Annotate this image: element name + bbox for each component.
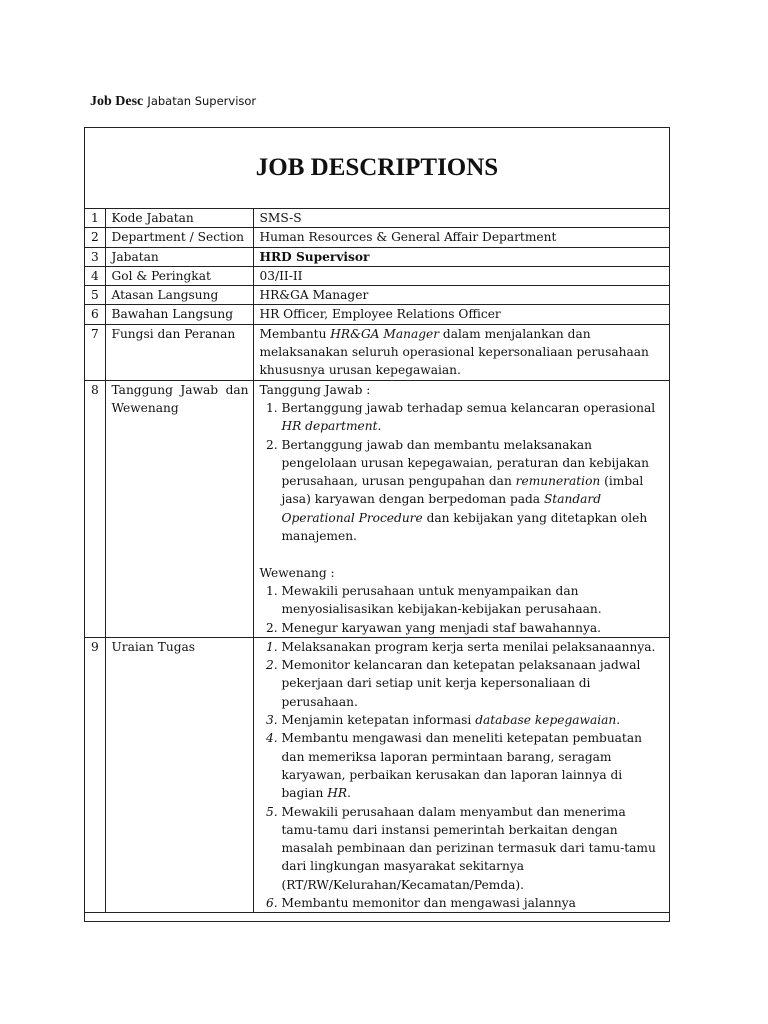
table-row — [85, 247, 669, 266]
table-row — [85, 266, 669, 285]
row-value — [253, 324, 669, 380]
list-item — [282, 638, 666, 656]
row-value: SMS-S — [253, 209, 669, 228]
document-header — [90, 94, 256, 110]
row-label: Gol & Peringkat — [105, 266, 253, 285]
row-value — [253, 380, 669, 637]
text-segment: Melaksanakan program kerja serta menilai pelaksanaannya. — [281, 639, 656, 654]
text-segment: (imbal jasa) karyawan dengan berpedoman pada — [281, 474, 644, 507]
list-item — [282, 711, 666, 729]
responsibility-heading: Tanggung Jawab : — [259, 382, 371, 397]
task-list — [260, 638, 666, 912]
table-row — [85, 637, 669, 912]
spacer — [260, 545, 666, 563]
header-subtitle: Jabatan Supervisor — [147, 94, 257, 108]
table-row — [85, 380, 669, 637]
row-value: 03/II-II — [253, 266, 669, 285]
row-label: Tanggung Jawab dan Wewenang — [105, 380, 253, 637]
text-segment: Standard Operational Procedure — [281, 492, 602, 525]
job-description-document — [84, 127, 670, 922]
responsibility-list — [260, 399, 666, 545]
text-segment: dalam menjalankan dan melaksanakan seluruh operasional kepersonaliaan perusahaan khususnya urusan kepegawaian. — [259, 326, 649, 378]
text-segment: HR — [327, 786, 348, 801]
text-segment: database kepegawaian — [475, 713, 617, 728]
list-item — [282, 399, 666, 436]
row-label: Department / Section — [105, 228, 253, 247]
title-box — [85, 128, 669, 209]
text-segment: Membantu mengawasi dan meneliti ketepatan pembuatan dan memeriksa laporan permintaan barang, seragam karyawan, perbaikan kerusakan dan laporan lainnya di bagian — [281, 731, 642, 801]
row-number: 7 — [85, 324, 105, 380]
text-segment: Bertanggung jawab terhadap semua kelancaran operasional — [281, 400, 656, 415]
header-bold: Job Desc — [90, 94, 144, 109]
row-number: 1 — [85, 209, 105, 228]
row-label: Bawahan Langsung — [105, 305, 253, 324]
table-row — [85, 286, 669, 305]
row-value: HR&GA Manager — [253, 286, 669, 305]
row-value — [253, 637, 669, 912]
row-number: 8 — [85, 380, 105, 637]
text-segment: Menjamin ketepatan informasi — [281, 713, 476, 728]
text-segment: dan kebijakan yang ditetapkan oleh manajemen. — [281, 510, 648, 544]
row-number: 3 — [85, 247, 105, 266]
text-segment: . — [347, 786, 351, 801]
row-value: HR Officer, Employee Relations Officer — [253, 305, 669, 324]
list-item — [282, 436, 666, 546]
text-segment: Membantu memonitor dan mengawasi jalannya — [281, 895, 576, 910]
list-item: 2. Menegur karyawan yang menjadi staf bawahannya. — [282, 619, 666, 637]
table-row — [85, 324, 669, 380]
text-segment: HR&GA Manager — [330, 326, 440, 341]
text-segment: . — [616, 713, 621, 728]
row-label: Kode Jabatan — [105, 209, 253, 228]
row-number: 9 — [85, 637, 105, 912]
row-value: Human Resources & General Affair Department — [253, 228, 669, 247]
text-segment: Memonitor kelancaran dan ketepatan pelaksanaan jadwal pekerjaan dari setiap unit kerja kepersonaliaan di perusahaan. — [281, 658, 641, 709]
row-number: 4 — [85, 266, 105, 285]
row-number: 6 — [85, 305, 105, 324]
list-item — [282, 894, 666, 912]
text-segment: Membantu — [259, 326, 331, 341]
text-segment: . — [377, 419, 382, 434]
table-row — [85, 305, 669, 324]
table-row — [85, 209, 669, 228]
authority-list — [260, 582, 666, 637]
authority-heading: Wewenang : — [259, 565, 335, 580]
row-label: Jabatan — [105, 247, 253, 266]
job-table — [85, 209, 669, 913]
row-label: Atasan Langsung — [105, 286, 253, 305]
text-segment: Mewakili perusahaan dalam menyambut dan menerima tamu-tamu dari instansi pemerintah berkaitan dengan masalah pembinaan dan perizinan termasuk dari tamu-tamu dari lingkungan masyarakat sekitarnya (RT/RW/Kelurahan/Kecamatan/Pemda). — [281, 804, 656, 892]
row-number: 5 — [85, 286, 105, 305]
row-value: HRD Supervisor — [253, 247, 669, 266]
text-segment: Bertanggung jawab dan membantu melaksanakan pengelolaan urusan kepegawaian, peraturan dan kebijakan perusahaan, urusan pengupahan dan — [281, 437, 649, 489]
page-title: JOB DESCRIPTIONS — [255, 154, 499, 181]
list-item — [282, 729, 666, 802]
row-number: 2 — [85, 228, 105, 247]
table-row — [85, 228, 669, 247]
list-item — [282, 803, 666, 894]
row-label: Fungsi dan Peranan — [105, 324, 253, 380]
text-segment: HR department — [281, 419, 378, 434]
list-item: 1. Mewakili perusahaan untuk menyampaikan dan menyosialisasikan kebijakan-kebijakan perusahaan. — [282, 582, 666, 619]
text-segment: remuneration — [515, 474, 601, 489]
list-item — [282, 656, 666, 711]
row-label: Uraian Tugas — [105, 637, 253, 912]
